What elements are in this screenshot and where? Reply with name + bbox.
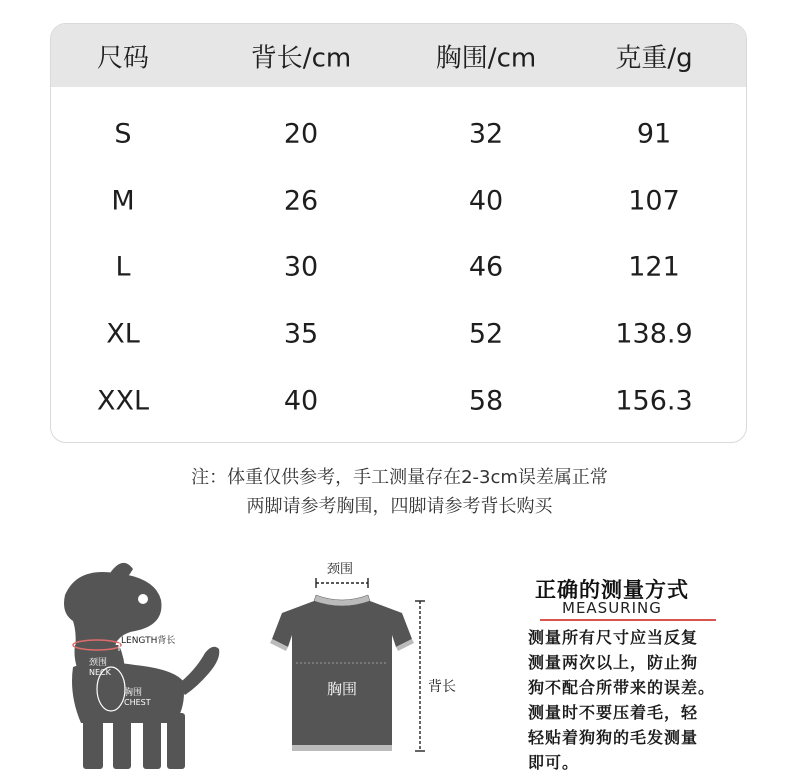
cell-chest: 58 xyxy=(468,385,504,417)
instruction-line: 测量所有尺寸应当反复 xyxy=(528,628,699,647)
dog-measurement-figure xyxy=(55,555,235,770)
dog-neck-label-en: NECK xyxy=(89,668,111,677)
cell-weight: 107 xyxy=(628,185,680,217)
note-size-guidance: 两脚请参考胸围，四脚请参考背长购买 xyxy=(246,496,553,517)
cell-size: S xyxy=(114,118,132,150)
dog-neck-label-cn: 颈围 xyxy=(89,658,108,668)
cell-weight: 121 xyxy=(628,251,680,283)
instruction-line: 即可。 xyxy=(528,753,580,772)
note-weight-tolerance: 注：体重仅供参考，手工测量存在2-3cm误差属正常 xyxy=(191,467,608,488)
header-size: 尺码 xyxy=(96,43,150,74)
garment-measurement-figure xyxy=(270,555,470,770)
dog-length-label: LENGTH背长 xyxy=(121,636,176,646)
instruction-line: 测量两次以上，防止狗 xyxy=(528,653,699,672)
header-chest: 胸围/cm xyxy=(435,43,537,74)
cell-weight: 91 xyxy=(636,118,672,150)
cell-back-length: 20 xyxy=(283,118,319,150)
cell-weight: 138.9 xyxy=(615,318,693,350)
cell-size: XXL xyxy=(96,385,150,417)
size-table xyxy=(50,23,747,443)
garment-neck-label: 颈围 xyxy=(327,562,354,577)
garment-chest-label: 胸围 xyxy=(327,680,358,698)
instruction-line: 狗不配合所带来的误差。 xyxy=(528,678,716,697)
dog-silhouette-icon xyxy=(55,555,235,770)
cell-size: L xyxy=(115,251,131,283)
cell-back-length: 40 xyxy=(283,385,319,417)
garment-back-length-label: 背长 xyxy=(428,679,456,695)
dog-chest-label-en: CHEST xyxy=(124,698,151,707)
instructions-subtitle: MEASURING xyxy=(562,599,662,617)
cell-chest: 32 xyxy=(468,118,504,150)
dog-chest-label-cn: 胸围 xyxy=(124,688,143,698)
cell-size: XL xyxy=(106,318,140,350)
cell-chest: 40 xyxy=(468,185,504,217)
instruction-line: 测量时不要压着毛，轻 xyxy=(528,703,699,722)
cell-back-length: 30 xyxy=(283,251,319,283)
cell-chest: 46 xyxy=(468,251,504,283)
instructions-underline xyxy=(540,619,716,621)
cell-back-length: 35 xyxy=(283,318,319,350)
cell-weight: 156.3 xyxy=(615,385,693,417)
cell-back-length: 26 xyxy=(283,185,319,217)
instructions-title: 正确的测量方式 xyxy=(535,578,689,602)
header-weight: 克重/g xyxy=(615,43,693,74)
header-back-length: 背长/cm xyxy=(250,43,352,74)
shirt-icon xyxy=(270,555,470,770)
instruction-line: 轻贴着狗狗的毛发测量 xyxy=(528,728,699,747)
cell-size: M xyxy=(111,185,135,217)
cell-chest: 52 xyxy=(468,318,504,350)
